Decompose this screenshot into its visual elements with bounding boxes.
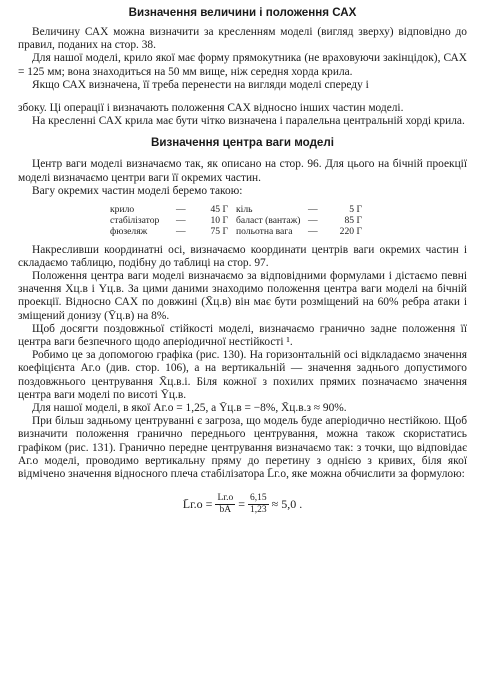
paragraph: Для нашої моделі, крило якої має форму прямокутника (не враховуючи закінцідок), САХ = 125 мм; вона знаходиться на 50 мм вище, ніж середня хорда крила.: [18, 52, 467, 78]
paragraph: Величину САХ можна визначити за кресленням моделі (вигляд зверху) відповідно до правил, поданих на стор. 38.: [18, 26, 467, 52]
weight-dash: —: [308, 215, 318, 227]
formula: [18, 493, 467, 516]
paragraph: Центр ваги моделі визначаємо так, як описано на стор. 96. Для цього на бічній проекції моделі визначаємо центри ваги її окремих частин.: [18, 158, 467, 184]
formula-numerator: 6,15: [250, 493, 267, 504]
formula-denominator: bA: [219, 505, 232, 516]
formula-fraction-2: [248, 493, 269, 516]
weight-dash: —: [308, 204, 318, 216]
weight-name: крило: [110, 204, 135, 216]
paragraph: Якщо САХ визначена, її треба перенести на вигляди моделі спереду і: [32, 78, 369, 91]
weight-dash: —: [176, 204, 186, 216]
weight-name: фюзеляж: [110, 226, 148, 238]
weights-column-right: [236, 204, 362, 238]
paragraph: Положення центра ваги моделі визначаємо за відповідними формулами і дістаємо певні значення Xц.в і Yц.в. За цими даними знаходимо положення центра ваги моделі на бічній проекції. Відносно САХ по довжині (X̄ц.в) він має бути розміщений на 60% ребра атаки і зміщений донизу (Ȳц.в) на 8%.: [18, 270, 467, 322]
weight-dash: —: [176, 226, 186, 238]
formula-numerator: Lг.о: [217, 493, 234, 504]
weight-value: 5 Г: [349, 204, 362, 216]
paragraph: Робимо це за допомогою графіка (рис. 130). На горизонтальній осі відкладаємо значення коефіцієнта Aг.о (див. стор. 106), а на вертикальній — значення заднього допустимого поздовжнього центрування X̄ц.в.і. Біля кожної з похилих прямих позначаємо значення центра ваги моделі по висоті Ȳц.в.: [18, 349, 467, 401]
weight-value: 10 Г: [210, 215, 228, 227]
weight-name: стабілізатор: [110, 215, 160, 227]
section-title-center-of-gravity: Визначення центра ваги моделі: [151, 136, 334, 150]
weight-value: 75 Г: [210, 226, 228, 238]
paragraph: Для нашої моделі, в якої Aг.о = 1,25, а Ȳц.в = −8%, X̄ц.в.з ≈ 90%.: [32, 402, 347, 415]
formula-equals: =: [238, 497, 245, 512]
paragraph: Щоб досягти поздовжньої стійкості моделі, визначаємо гранично задне положення її центра ваги безпечного щодо аперіодичної нестійкості ¹.: [18, 322, 467, 349]
paragraph: Вагу окремих частин моделі беремо такою:: [32, 184, 243, 197]
weight-dash: —: [176, 215, 186, 227]
weights-column-left: [110, 204, 228, 238]
weight-name: баласт (вантаж): [236, 215, 301, 227]
weight-dash: —: [308, 226, 318, 238]
weight-value: 220 Г: [339, 226, 362, 238]
weight-name: кіль: [236, 204, 253, 216]
paragraph: На кресленні САХ крила має бути чітко визначена і паралельна центральній хорді крила.: [32, 115, 465, 128]
formula-denominator: 1,23: [250, 505, 267, 516]
paragraph: збоку. Ці операції і визначають положення САХ відносно інших частин моделі.: [18, 102, 404, 115]
formula-rhs: ≈ 5,0 .: [271, 497, 303, 512]
weight-value: 85 Г: [344, 215, 362, 227]
section-title-sax: Визначення величини і положення САХ: [128, 6, 357, 19]
paragraph: При більш задньому центруванні є загроза, що модель буде аперіодично нестійкою. Щоб визначити положення гранично переднього центрування, можна також скористатись графіком (рис. 131). Гранично передне центрування визначаємо так: з точки, що відповідає Aг.о моделі, проводимо вертикальну пряму до перетину з однією з кривих, біля якої відмічено значення відносного плеча стабілізатора L̄г.о, яке можна обчислити за формулою:: [18, 415, 467, 481]
weight-value: 45 Г: [210, 204, 228, 216]
formula-lhs: L̄г.о =: [182, 497, 213, 512]
paragraph: Накресливши координатні осі, визначаємо координати центрів ваги окремих частин і складаємо таблицю, подібну до таблиці на стор. 97.: [18, 243, 467, 269]
weights-list: [110, 204, 467, 238]
formula-fraction-1: [215, 493, 235, 516]
weight-name: польотна вага: [236, 226, 293, 238]
